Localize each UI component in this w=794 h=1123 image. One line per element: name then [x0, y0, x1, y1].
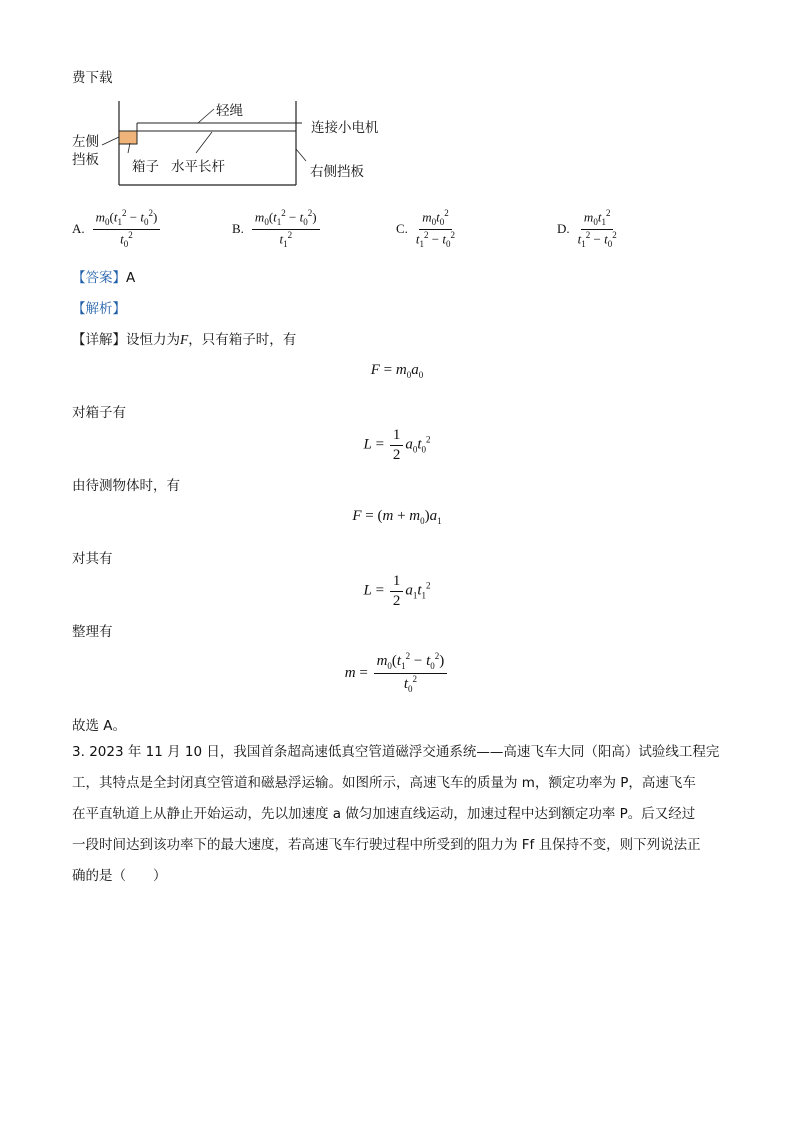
question-3-line-5: 确的是（ ）: [72, 868, 167, 884]
rope-leader: [198, 109, 214, 123]
equation-length-box: L = $\frac{1}{2}$ $a_0t_0^2$: [363, 427, 431, 463]
box-label: 箱子: [132, 159, 159, 175]
detail-tag: 【详解】: [72, 332, 126, 348]
question-3: [72, 737, 732, 892]
left-plate-label-1: 左侧: [72, 134, 99, 150]
left-plate-leader: [102, 137, 119, 145]
detail-intro-var: F: [180, 332, 189, 347]
rope-label: 轻绳: [216, 103, 243, 119]
option-d[interactable]: [557, 209, 619, 250]
detail-intro: [72, 328, 296, 348]
right-plate-leader: [296, 149, 306, 161]
detail-intro-pre: 设恒力为: [126, 332, 180, 348]
line-object: 由待测物体时，有: [72, 478, 180, 494]
detail-intro-post: ，只有箱子时，有: [188, 332, 297, 348]
question-3-line-1: [72, 737, 732, 768]
right-plate-label: 右侧挡板: [310, 164, 364, 180]
question-3-line-3: 在平直轨道上从静止开始运动，先以加速度 a 做匀加速直线运动，加速过程中达到额定功率 P。后又经过: [72, 806, 696, 822]
line-box: 对箱子有: [72, 405, 126, 421]
equation-length-object: L = $\frac{1}{2}$ $a_1t_1^2$: [363, 573, 431, 609]
header-fragment: 费下载: [72, 70, 113, 86]
equation-result: m = $\frac{m_0(t_1^2 - t_0^2)}{t_0^2}$: [0, 652, 794, 695]
motor-label: 连接小电机: [311, 120, 379, 136]
answer-tag: 【答案】: [72, 270, 126, 286]
option-c[interactable]: [396, 209, 457, 250]
left-plate-label-2: 挡板: [72, 152, 99, 168]
option-a-formula: $\frac{m_0(t_1^2 - t_0^2)}{t_0^2}$: [93, 209, 161, 250]
rod-label: 水平长杆: [171, 159, 225, 175]
question-3-line-4: 一段时间达到该功率下的最大速度，若高速飞车行驶过程中所受到的阻力为 Ff 且保持不变，则下列说法正: [72, 837, 701, 853]
option-c-formula: $\frac{m_0t_0^2}{t_1^2 - t_0^2}$: [415, 208, 456, 249]
option-b-formula: $\frac{m_0(t_1^2 - t_0^2)}{t_1^2}$: [252, 209, 320, 250]
line-it: 对其有: [72, 551, 113, 567]
option-c-label: C.: [396, 221, 408, 237]
equation-force-object: $F = (m + m_0)a_1$: [352, 508, 442, 526]
option-b[interactable]: [232, 209, 322, 250]
option-b-label: B.: [232, 221, 244, 237]
analysis-tag: 【解析】: [72, 301, 126, 317]
equation-force-box: $F = m_0a_0$: [370, 362, 424, 380]
option-d-formula: $\frac{m_0t_1^2}{t_1^2 - t_0^2}$: [577, 208, 617, 249]
question-3-line-2: 工，其特点是全封闭真空管道和磁悬浮运输。如图所示，高速飞车的质量为 m，额定功率为 P，高速飞车: [72, 775, 696, 791]
answer-line: [72, 266, 135, 286]
conclusion: 故选 A。: [72, 718, 127, 734]
option-d-label: D.: [557, 221, 570, 237]
box: [119, 131, 137, 144]
answer-value: A: [126, 270, 136, 286]
option-a-label: A.: [72, 221, 85, 237]
rod-leader: [196, 132, 212, 153]
question-3-number: 3.: [72, 744, 85, 760]
option-a[interactable]: [72, 209, 162, 250]
question-3-text-1: 2023 年 11 月 10 日，我国首条超高速低真空管道磁浮交通系统——高速飞车大同（阳高）试验线工程完: [89, 744, 720, 760]
line-arrange: 整理有: [72, 624, 113, 640]
